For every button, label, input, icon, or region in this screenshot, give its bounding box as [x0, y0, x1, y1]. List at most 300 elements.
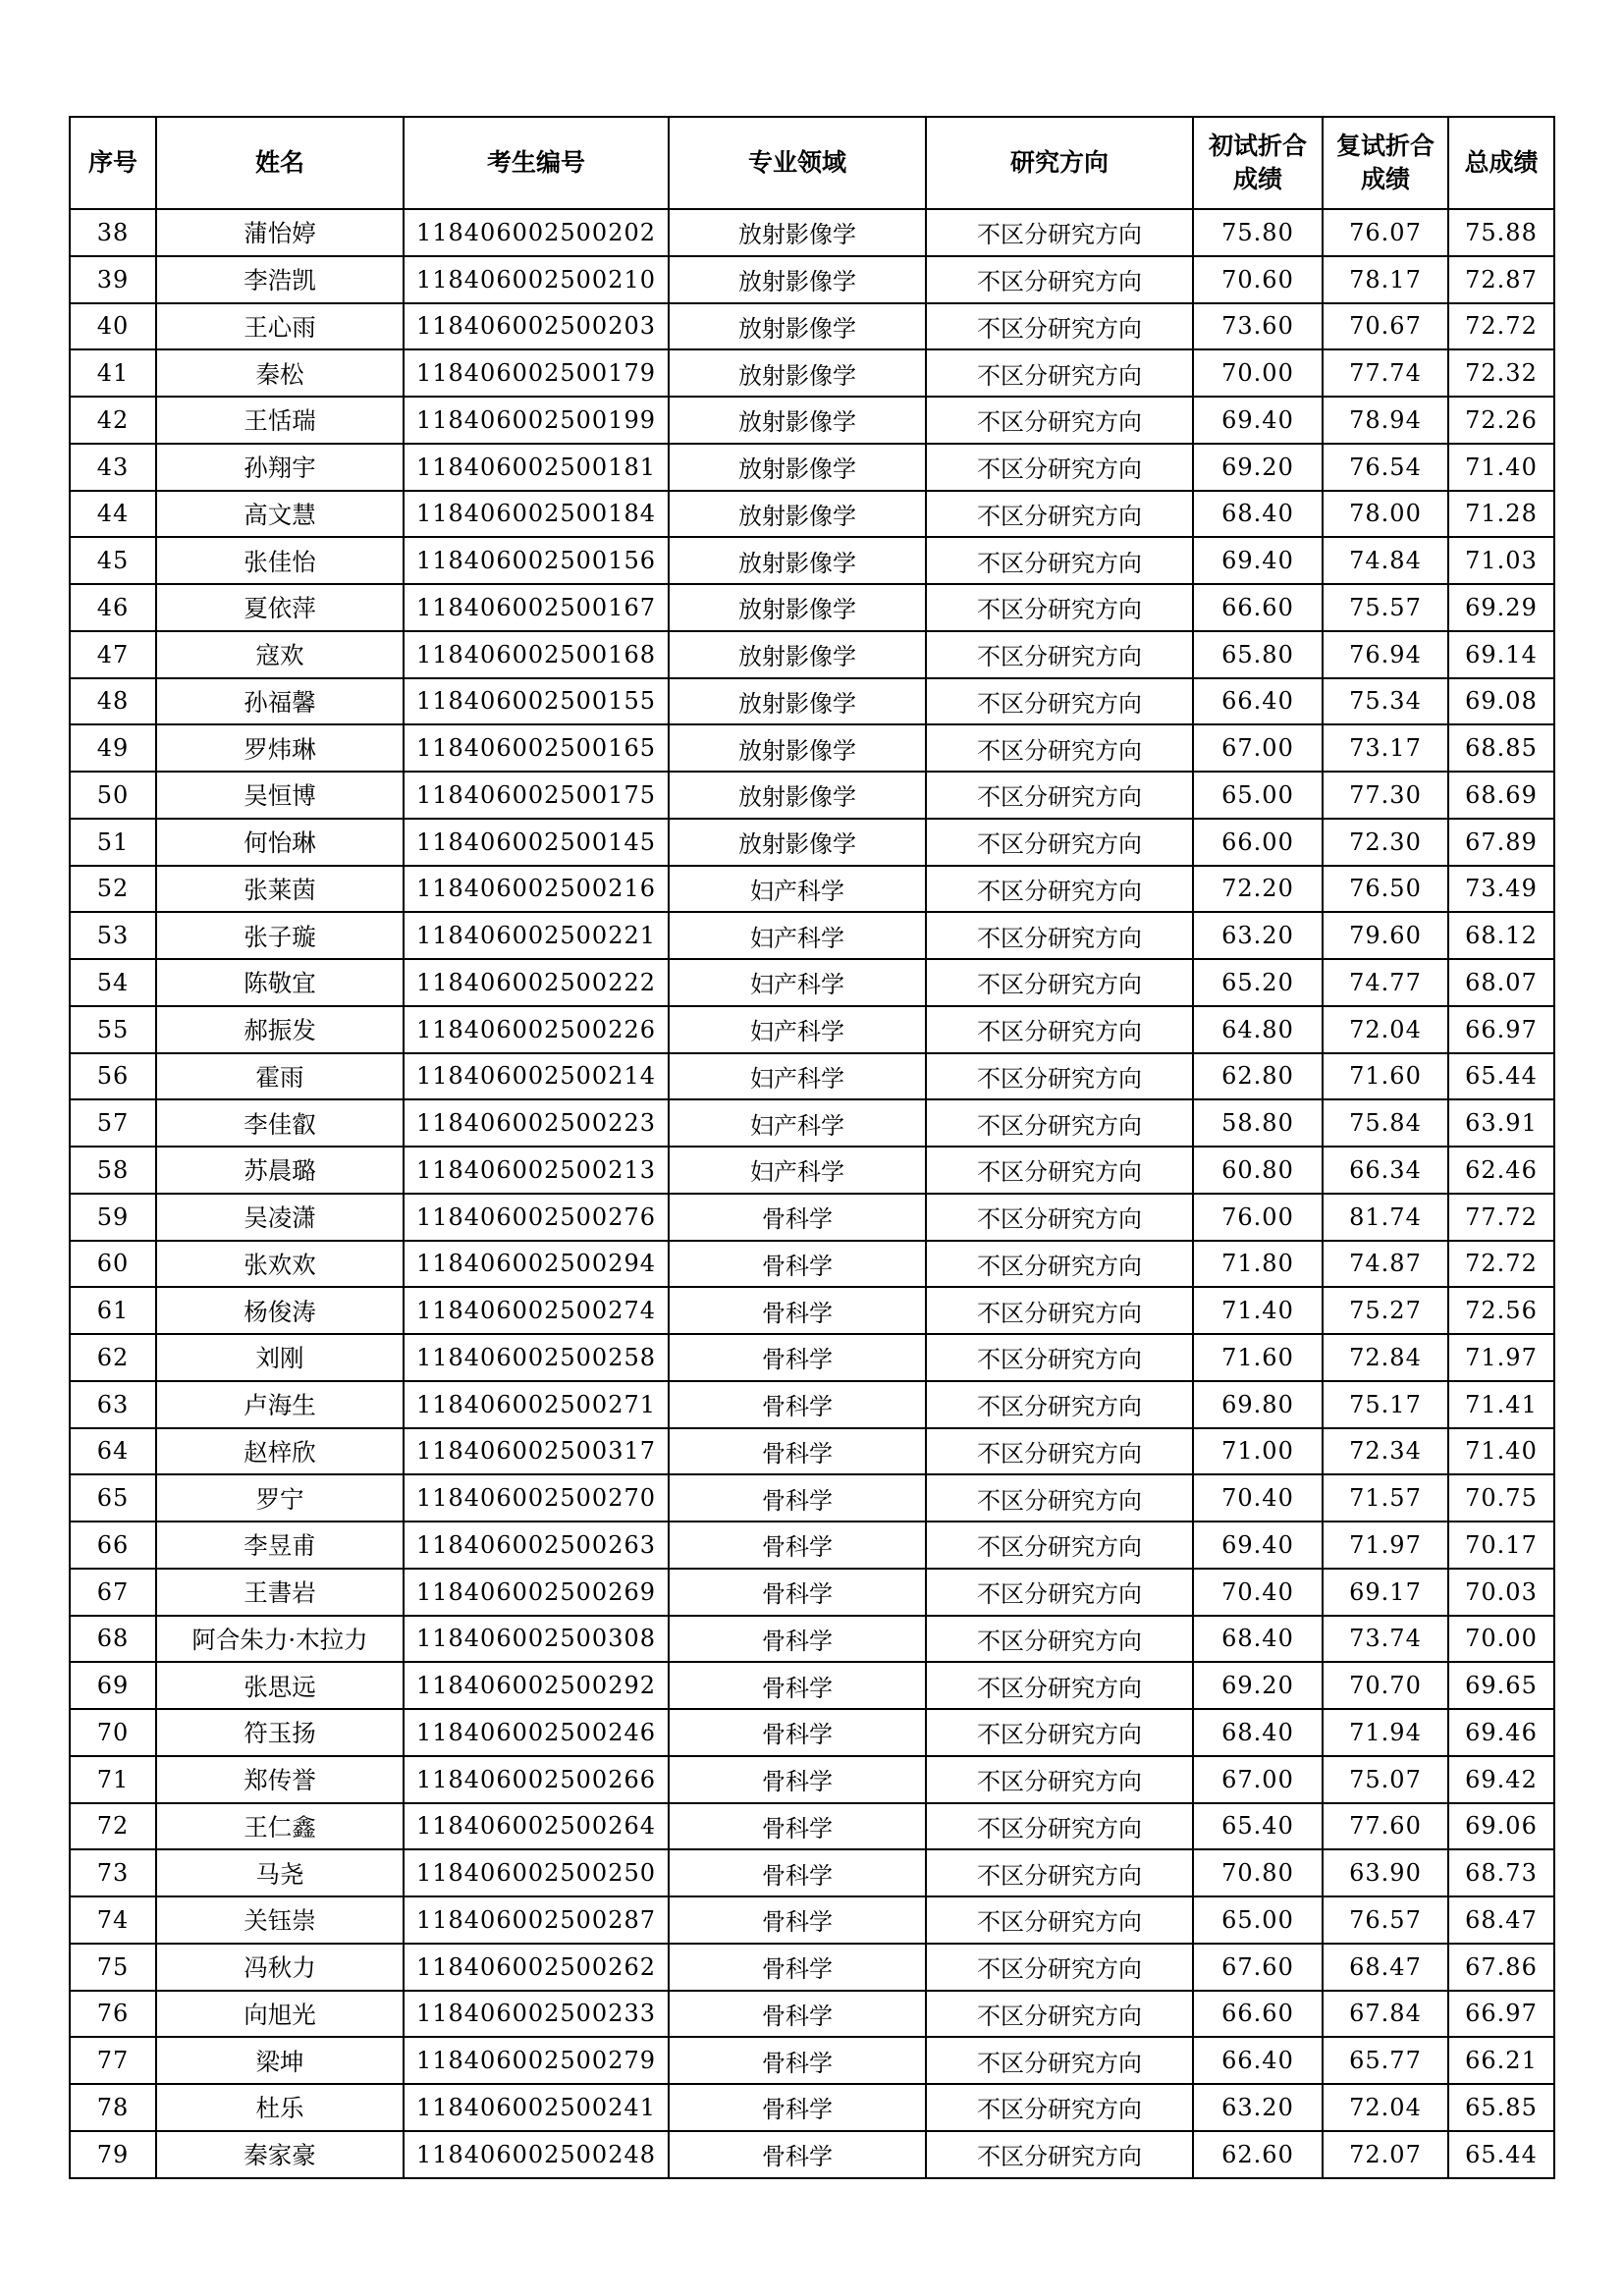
cell-name: 王仁鑫	[156, 1803, 404, 1850]
table-row	[70, 1194, 1554, 1241]
cell-field: 骨科学	[669, 1287, 926, 1334]
cell-direction: 不区分研究方向	[926, 1287, 1193, 1334]
cell-seq: 66	[70, 1522, 156, 1569]
cell-total-score: 71.03	[1448, 537, 1554, 584]
cell-direction: 不区分研究方向	[926, 444, 1193, 491]
cell-exam-id: 118406002500308	[404, 1616, 669, 1663]
cell-name: 刘刚	[156, 1334, 404, 1381]
cell-direction: 不区分研究方向	[926, 1147, 1193, 1194]
cell-initial-score: 67.00	[1193, 1756, 1323, 1803]
cell-total-score: 71.28	[1448, 491, 1554, 538]
cell-total-score: 68.07	[1448, 959, 1554, 1006]
cell-name: 吴恒博	[156, 772, 404, 819]
cell-total-score: 69.06	[1448, 1803, 1554, 1850]
cell-retest-score: 77.74	[1323, 349, 1448, 397]
cell-seq: 59	[70, 1194, 156, 1241]
cell-total-score: 71.97	[1448, 1334, 1554, 1381]
cell-exam-id: 118406002500248	[404, 2131, 669, 2178]
table-row	[70, 1991, 1554, 2038]
table-row	[70, 1006, 1554, 1053]
cell-field: 放射影像学	[669, 444, 926, 491]
cell-name: 梁坤	[156, 2037, 404, 2084]
cell-name: 秦松	[156, 349, 404, 397]
cell-initial-score: 69.40	[1193, 537, 1323, 584]
cell-field: 骨科学	[669, 1334, 926, 1381]
cell-field: 骨科学	[669, 2131, 926, 2178]
cell-field: 妇产科学	[669, 1053, 926, 1100]
cell-name: 李佳叡	[156, 1099, 404, 1147]
header-retest-score: 复试折合 成绩	[1323, 117, 1448, 209]
cell-name: 孙福馨	[156, 678, 404, 725]
cell-field: 放射影像学	[669, 256, 926, 303]
cell-initial-score: 66.60	[1193, 584, 1323, 631]
cell-initial-score: 58.80	[1193, 1099, 1323, 1147]
table-row	[70, 584, 1554, 631]
cell-seq: 55	[70, 1006, 156, 1053]
cell-field: 骨科学	[669, 1944, 926, 1991]
cell-direction: 不区分研究方向	[926, 1662, 1193, 1709]
cell-retest-score: 65.77	[1323, 2037, 1448, 2084]
cell-name: 何怡琳	[156, 819, 404, 866]
cell-direction: 不区分研究方向	[926, 1006, 1193, 1053]
cell-seq: 62	[70, 1334, 156, 1381]
cell-retest-score: 76.94	[1323, 631, 1448, 678]
cell-retest-score: 70.67	[1323, 303, 1448, 350]
cell-initial-score: 66.60	[1193, 1991, 1323, 2038]
cell-retest-score: 72.04	[1323, 2084, 1448, 2131]
table-row	[70, 1662, 1554, 1709]
cell-field: 放射影像学	[669, 631, 926, 678]
cell-initial-score: 69.40	[1193, 1522, 1323, 1569]
cell-total-score: 72.32	[1448, 349, 1554, 397]
cell-field: 妇产科学	[669, 866, 926, 913]
cell-direction: 不区分研究方向	[926, 1991, 1193, 2038]
cell-exam-id: 118406002500175	[404, 772, 669, 819]
cell-retest-score: 78.94	[1323, 397, 1448, 444]
cell-seq: 47	[70, 631, 156, 678]
cell-direction: 不区分研究方向	[926, 2131, 1193, 2178]
cell-exam-id: 118406002500233	[404, 1991, 669, 2038]
table-row	[70, 724, 1554, 772]
cell-initial-score: 71.40	[1193, 1287, 1323, 1334]
cell-direction: 不区分研究方向	[926, 1709, 1193, 1756]
cell-field: 放射影像学	[669, 209, 926, 256]
cell-field: 放射影像学	[669, 303, 926, 350]
cell-retest-score: 71.97	[1323, 1522, 1448, 1569]
cell-retest-score: 72.84	[1323, 1334, 1448, 1381]
cell-name: 陈敬宜	[156, 959, 404, 1006]
cell-direction: 不区分研究方向	[926, 1381, 1193, 1428]
table-row	[70, 1334, 1554, 1381]
cell-retest-score: 74.84	[1323, 537, 1448, 584]
table-row	[70, 1896, 1554, 1944]
cell-field: 放射影像学	[669, 819, 926, 866]
cell-field: 骨科学	[669, 1896, 926, 1944]
cell-retest-score: 72.30	[1323, 819, 1448, 866]
cell-exam-id: 118406002500266	[404, 1756, 669, 1803]
cell-retest-score: 69.17	[1323, 1569, 1448, 1616]
cell-seq: 41	[70, 349, 156, 397]
cell-initial-score: 73.60	[1193, 303, 1323, 350]
cell-initial-score: 70.60	[1193, 256, 1323, 303]
cell-seq: 72	[70, 1803, 156, 1850]
header-exam-id: 考生编号	[404, 117, 669, 209]
cell-retest-score: 76.54	[1323, 444, 1448, 491]
cell-seq: 79	[70, 2131, 156, 2178]
cell-seq: 60	[70, 1241, 156, 1288]
cell-name: 苏晨璐	[156, 1147, 404, 1194]
cell-total-score: 72.72	[1448, 1241, 1554, 1288]
cell-exam-id: 118406002500179	[404, 349, 669, 397]
cell-initial-score: 62.60	[1193, 2131, 1323, 2178]
cell-exam-id: 118406002500223	[404, 1099, 669, 1147]
cell-retest-score: 77.60	[1323, 1803, 1448, 1850]
cell-retest-score: 76.57	[1323, 1896, 1448, 1944]
cell-total-score: 73.49	[1448, 866, 1554, 913]
cell-seq: 76	[70, 1991, 156, 2038]
table-row	[70, 256, 1554, 303]
cell-direction: 不区分研究方向	[926, 1522, 1193, 1569]
cell-exam-id: 118406002500181	[404, 444, 669, 491]
cell-exam-id: 118406002500246	[404, 1709, 669, 1756]
cell-exam-id: 118406002500262	[404, 1944, 669, 1991]
cell-exam-id: 118406002500165	[404, 724, 669, 772]
score-table	[69, 116, 1555, 2179]
cell-field: 骨科学	[669, 1709, 926, 1756]
table-row	[70, 444, 1554, 491]
cell-direction: 不区分研究方向	[926, 1569, 1193, 1616]
cell-initial-score: 69.80	[1193, 1381, 1323, 1428]
cell-total-score: 69.29	[1448, 584, 1554, 631]
cell-seq: 75	[70, 1944, 156, 1991]
cell-initial-score: 65.00	[1193, 1896, 1323, 1944]
cell-initial-score: 65.80	[1193, 631, 1323, 678]
cell-total-score: 68.47	[1448, 1896, 1554, 1944]
cell-exam-id: 118406002500155	[404, 678, 669, 725]
cell-name: 冯秋力	[156, 1944, 404, 1991]
table-row	[70, 537, 1554, 584]
cell-initial-score: 68.40	[1193, 491, 1323, 538]
cell-exam-id: 118406002500222	[404, 959, 669, 1006]
cell-direction: 不区分研究方向	[926, 491, 1193, 538]
cell-retest-score: 73.17	[1323, 724, 1448, 772]
table-row	[70, 1709, 1554, 1756]
cell-total-score: 70.00	[1448, 1616, 1554, 1663]
cell-seq: 65	[70, 1474, 156, 1522]
cell-name: 杨俊涛	[156, 1287, 404, 1334]
table-row	[70, 1849, 1554, 1896]
cell-total-score: 77.72	[1448, 1194, 1554, 1241]
cell-name: 张莱茵	[156, 866, 404, 913]
cell-direction: 不区分研究方向	[926, 256, 1193, 303]
cell-name: 夏依萍	[156, 584, 404, 631]
cell-direction: 不区分研究方向	[926, 2084, 1193, 2131]
cell-initial-score: 70.40	[1193, 1569, 1323, 1616]
cell-exam-id: 118406002500274	[404, 1287, 669, 1334]
cell-name: 关钰崇	[156, 1896, 404, 1944]
cell-field: 骨科学	[669, 1428, 926, 1475]
cell-initial-score: 66.40	[1193, 678, 1323, 725]
cell-retest-score: 79.60	[1323, 912, 1448, 959]
cell-seq: 49	[70, 724, 156, 772]
table-row	[70, 1474, 1554, 1522]
table-row	[70, 1756, 1554, 1803]
cell-name: 卢海生	[156, 1381, 404, 1428]
table-row	[70, 678, 1554, 725]
cell-retest-score: 72.07	[1323, 2131, 1448, 2178]
cell-initial-score: 71.60	[1193, 1334, 1323, 1381]
cell-direction: 不区分研究方向	[926, 959, 1193, 1006]
table-row	[70, 866, 1554, 913]
cell-name: 李昱甫	[156, 1522, 404, 1569]
cell-exam-id: 118406002500276	[404, 1194, 669, 1241]
cell-field: 骨科学	[669, 1616, 926, 1663]
cell-name: 向旭光	[156, 1991, 404, 2038]
cell-name: 马尧	[156, 1849, 404, 1896]
table-row	[70, 1616, 1554, 1663]
cell-total-score: 70.17	[1448, 1522, 1554, 1569]
cell-name: 赵梓欣	[156, 1428, 404, 1475]
table-row	[70, 1944, 1554, 1991]
cell-field: 骨科学	[669, 1662, 926, 1709]
table-row	[70, 1287, 1554, 1334]
cell-field: 放射影像学	[669, 584, 926, 631]
cell-field: 放射影像学	[669, 772, 926, 819]
cell-name: 张欢欢	[156, 1241, 404, 1288]
cell-direction: 不区分研究方向	[926, 912, 1193, 959]
cell-retest-score: 74.87	[1323, 1241, 1448, 1288]
cell-total-score: 71.40	[1448, 1428, 1554, 1475]
cell-field: 妇产科学	[669, 959, 926, 1006]
cell-direction: 不区分研究方向	[926, 537, 1193, 584]
cell-field: 骨科学	[669, 1991, 926, 2038]
cell-field: 骨科学	[669, 2084, 926, 2131]
cell-initial-score: 63.20	[1193, 912, 1323, 959]
cell-retest-score: 72.34	[1323, 1428, 1448, 1475]
cell-initial-score: 64.80	[1193, 1006, 1323, 1053]
cell-exam-id: 118406002500264	[404, 1803, 669, 1850]
cell-exam-id: 118406002500270	[404, 1474, 669, 1522]
cell-total-score: 72.56	[1448, 1287, 1554, 1334]
cell-retest-score: 75.07	[1323, 1756, 1448, 1803]
cell-direction: 不区分研究方向	[926, 1241, 1193, 1288]
table-row	[70, 209, 1554, 256]
header-field: 专业领域	[669, 117, 926, 209]
cell-total-score: 68.12	[1448, 912, 1554, 959]
cell-exam-id: 118406002500221	[404, 912, 669, 959]
cell-exam-id: 118406002500317	[404, 1428, 669, 1475]
cell-retest-score: 66.34	[1323, 1147, 1448, 1194]
cell-initial-score: 68.40	[1193, 1616, 1323, 1663]
cell-seq: 38	[70, 209, 156, 256]
header-total-score: 总成绩	[1448, 117, 1554, 209]
cell-field: 放射影像学	[669, 537, 926, 584]
cell-exam-id: 118406002500269	[404, 1569, 669, 1616]
cell-field: 骨科学	[669, 1569, 926, 1616]
cell-seq: 74	[70, 1896, 156, 1944]
cell-direction: 不区分研究方向	[926, 1099, 1193, 1147]
cell-seq: 78	[70, 2084, 156, 2131]
cell-initial-score: 70.80	[1193, 1849, 1323, 1896]
cell-total-score: 65.85	[1448, 2084, 1554, 2131]
cell-seq: 40	[70, 303, 156, 350]
cell-direction: 不区分研究方向	[926, 2037, 1193, 2084]
cell-initial-score: 63.20	[1193, 2084, 1323, 2131]
cell-retest-score: 75.27	[1323, 1287, 1448, 1334]
cell-initial-score: 60.80	[1193, 1147, 1323, 1194]
cell-retest-score: 76.50	[1323, 866, 1448, 913]
cell-field: 放射影像学	[669, 491, 926, 538]
cell-field: 妇产科学	[669, 1147, 926, 1194]
cell-retest-score: 67.84	[1323, 1991, 1448, 2038]
cell-seq: 53	[70, 912, 156, 959]
cell-exam-id: 118406002500202	[404, 209, 669, 256]
cell-name: 阿合朱力·木拉力	[156, 1616, 404, 1663]
cell-initial-score: 65.40	[1193, 1803, 1323, 1850]
cell-total-score: 72.87	[1448, 256, 1554, 303]
cell-exam-id: 118406002500271	[404, 1381, 669, 1428]
cell-total-score: 69.14	[1448, 631, 1554, 678]
cell-seq: 42	[70, 397, 156, 444]
cell-field: 骨科学	[669, 1194, 926, 1241]
cell-direction: 不区分研究方向	[926, 1803, 1193, 1850]
table-row	[70, 303, 1554, 350]
cell-seq: 64	[70, 1428, 156, 1475]
cell-retest-score: 76.07	[1323, 209, 1448, 256]
cell-seq: 56	[70, 1053, 156, 1100]
cell-exam-id: 118406002500287	[404, 1896, 669, 1944]
cell-seq: 39	[70, 256, 156, 303]
cell-direction: 不区分研究方向	[926, 303, 1193, 350]
cell-direction: 不区分研究方向	[926, 397, 1193, 444]
cell-total-score: 69.46	[1448, 1709, 1554, 1756]
cell-field: 放射影像学	[669, 678, 926, 725]
cell-direction: 不区分研究方向	[926, 1334, 1193, 1381]
cell-exam-id: 118406002500294	[404, 1241, 669, 1288]
cell-total-score: 72.72	[1448, 303, 1554, 350]
cell-exam-id: 118406002500213	[404, 1147, 669, 1194]
cell-name: 符玉扬	[156, 1709, 404, 1756]
cell-retest-score: 68.47	[1323, 1944, 1448, 1991]
table-row	[70, 912, 1554, 959]
cell-initial-score: 70.00	[1193, 349, 1323, 397]
table-row	[70, 2084, 1554, 2131]
table-row	[70, 397, 1554, 444]
cell-total-score: 71.40	[1448, 444, 1554, 491]
cell-direction: 不区分研究方向	[926, 209, 1193, 256]
cell-initial-score: 65.00	[1193, 772, 1323, 819]
table-row	[70, 491, 1554, 538]
cell-name: 王心雨	[156, 303, 404, 350]
cell-direction: 不区分研究方向	[926, 1194, 1193, 1241]
cell-total-score: 71.41	[1448, 1381, 1554, 1428]
cell-seq: 61	[70, 1287, 156, 1334]
cell-exam-id: 118406002500168	[404, 631, 669, 678]
cell-initial-score: 67.00	[1193, 724, 1323, 772]
cell-initial-score: 62.80	[1193, 1053, 1323, 1100]
cell-initial-score: 68.40	[1193, 1709, 1323, 1756]
table-row	[70, 1569, 1554, 1616]
table-row	[70, 1099, 1554, 1147]
cell-seq: 46	[70, 584, 156, 631]
cell-initial-score: 66.40	[1193, 2037, 1323, 2084]
table-row	[70, 772, 1554, 819]
table-body	[70, 209, 1554, 2178]
cell-direction: 不区分研究方向	[926, 1849, 1193, 1896]
header-initial-score: 初试折合 成绩	[1193, 117, 1323, 209]
cell-exam-id: 118406002500167	[404, 584, 669, 631]
cell-direction: 不区分研究方向	[926, 724, 1193, 772]
cell-field: 放射影像学	[669, 397, 926, 444]
cell-name: 张思远	[156, 1662, 404, 1709]
table-row	[70, 1803, 1554, 1850]
cell-direction: 不区分研究方向	[926, 1944, 1193, 1991]
cell-field: 放射影像学	[669, 724, 926, 772]
cell-name: 张佳怡	[156, 537, 404, 584]
cell-exam-id: 118406002500263	[404, 1522, 669, 1569]
cell-field: 骨科学	[669, 1756, 926, 1803]
cell-retest-score: 75.17	[1323, 1381, 1448, 1428]
cell-initial-score: 70.40	[1193, 1474, 1323, 1522]
cell-direction: 不区分研究方向	[926, 866, 1193, 913]
cell-retest-score: 75.34	[1323, 678, 1448, 725]
table-row	[70, 2037, 1554, 2084]
cell-seq: 50	[70, 772, 156, 819]
cell-initial-score: 69.40	[1193, 397, 1323, 444]
table-row	[70, 349, 1554, 397]
cell-name: 吴凌潇	[156, 1194, 404, 1241]
table-row	[70, 1428, 1554, 1475]
cell-direction: 不区分研究方向	[926, 772, 1193, 819]
cell-total-score: 75.88	[1448, 209, 1554, 256]
cell-name: 蒲怡婷	[156, 209, 404, 256]
cell-field: 放射影像学	[669, 349, 926, 397]
cell-seq: 71	[70, 1756, 156, 1803]
cell-name: 李浩凯	[156, 256, 404, 303]
cell-name: 高文慧	[156, 491, 404, 538]
cell-exam-id: 118406002500279	[404, 2037, 669, 2084]
table-row	[70, 1381, 1554, 1428]
cell-seq: 58	[70, 1147, 156, 1194]
cell-field: 骨科学	[669, 1381, 926, 1428]
header-direction: 研究方向	[926, 117, 1193, 209]
cell-exam-id: 118406002500250	[404, 1849, 669, 1896]
cell-exam-id: 118406002500210	[404, 256, 669, 303]
cell-total-score: 66.97	[1448, 1006, 1554, 1053]
cell-field: 骨科学	[669, 1522, 926, 1569]
cell-exam-id: 118406002500292	[404, 1662, 669, 1709]
cell-name: 郑传誉	[156, 1756, 404, 1803]
cell-retest-score: 71.57	[1323, 1474, 1448, 1522]
cell-retest-score: 74.77	[1323, 959, 1448, 1006]
cell-retest-score: 78.17	[1323, 256, 1448, 303]
cell-name: 王書岩	[156, 1569, 404, 1616]
cell-retest-score: 73.74	[1323, 1616, 1448, 1663]
cell-exam-id: 118406002500203	[404, 303, 669, 350]
cell-exam-id: 118406002500184	[404, 491, 669, 538]
cell-direction: 不区分研究方向	[926, 584, 1193, 631]
cell-seq: 67	[70, 1569, 156, 1616]
table-row	[70, 2131, 1554, 2178]
cell-exam-id: 118406002500214	[404, 1053, 669, 1100]
table-row	[70, 1522, 1554, 1569]
cell-field: 骨科学	[669, 1241, 926, 1288]
cell-name: 张子璇	[156, 912, 404, 959]
cell-retest-score: 70.70	[1323, 1662, 1448, 1709]
table-row	[70, 819, 1554, 866]
cell-field: 骨科学	[669, 1474, 926, 1522]
cell-total-score: 72.26	[1448, 397, 1554, 444]
